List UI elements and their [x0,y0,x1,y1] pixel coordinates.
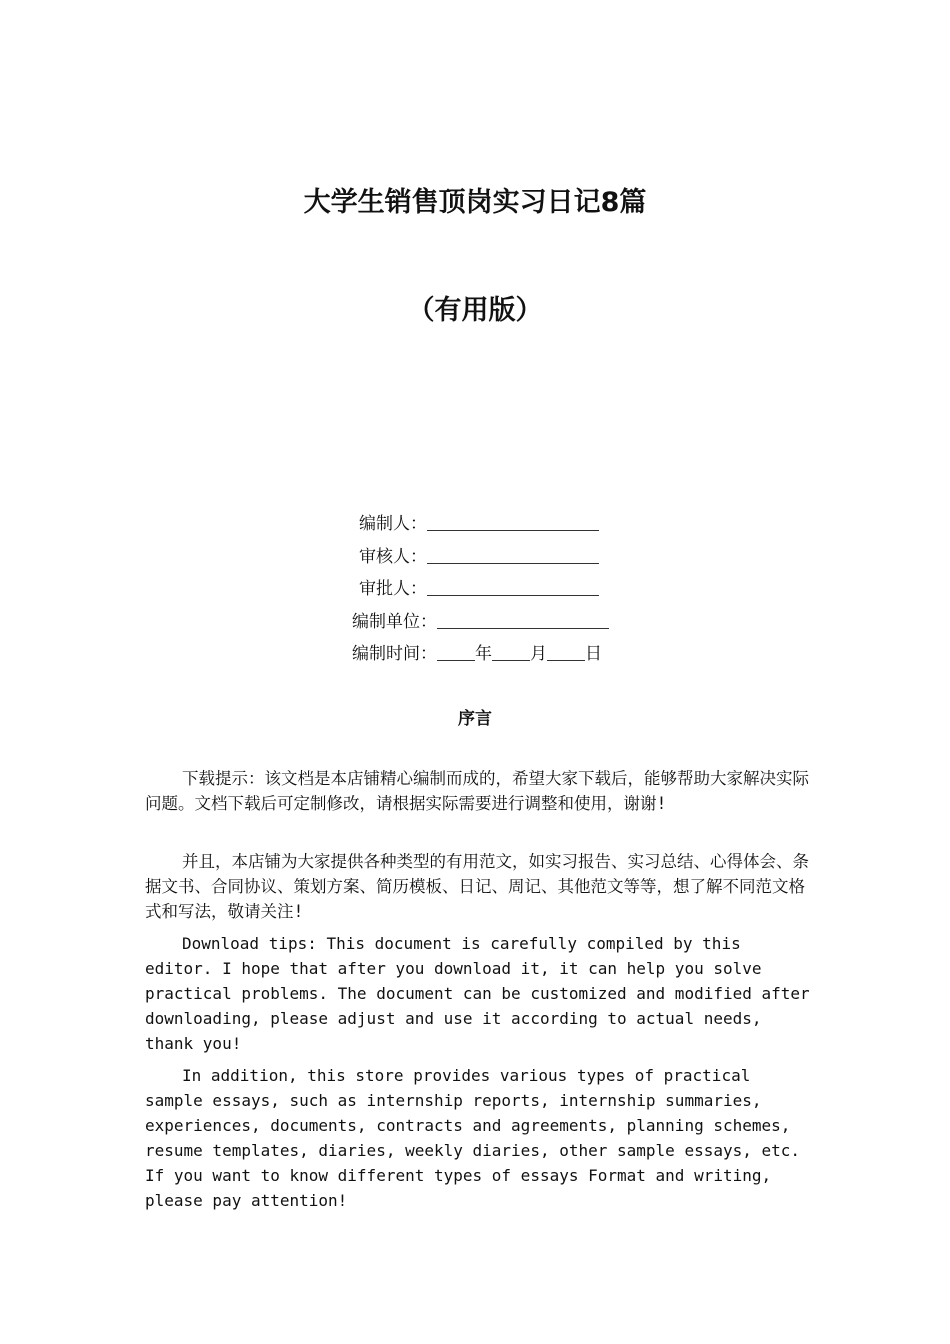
approver-row [330,573,650,606]
time-label: 编制时间： [352,644,437,664]
compiler-row [330,508,650,541]
paragraph-download-tips-zh: 下载提示：该文档是本店铺精心编制而成的，希望大家下载后，能够帮助大家解决实际问题。文档下载后可定制修改，请根据实际需要进行调整和使用，谢谢! [145,769,809,813]
unit-row [330,606,650,639]
approver-label: 审批人： [359,579,427,599]
year-label: 年 [475,644,492,664]
document-title: 大学生销售顶岗实习日记8篇 [303,187,647,218]
reviewer-blank [427,545,599,564]
compiler-blank [427,512,599,531]
reviewer-row [330,541,650,574]
unit-label: 编制单位： [352,611,437,632]
approval-form [330,508,650,671]
paragraph-download-tips-en: Download tips: This document is carefully compiled by this editor. I hope that after you download it, it can help you solve practical problems. The document can be customized and modified after downloading, please adjust and use it according to actual needs, thank you! [145,934,810,1053]
paragraph-addition-zh: 并且，本店铺为大家提供各种类型的有用范文，如实习报告、实习总结、心得体会、条据文书、合同协议、策划方案、简历模板、日记、周记、其他范文等等，想了解不同范文格式和写法，敬请关注! [145,852,809,921]
month-blank [492,642,530,661]
compiler-label: 编制人： [359,514,427,534]
approver-blank [427,577,599,596]
year-blank [437,642,475,661]
day-blank [547,642,585,661]
preface-title: 序言 [458,709,492,729]
unit-blank [437,610,609,629]
reviewer-label: 审核人： [359,546,427,567]
month-label: 月 [530,644,547,664]
day-label: 日 [585,644,602,664]
time-row [330,638,650,671]
paragraph-addition-en: In addition, this store provides various types of practical sample essays, such as internship reports, internship summaries, experiences, documents, contracts and agreements, planning schemes, resume templates, diaries, weekly diaries, other sample essays, etc. If you want to know different types of essays Format and writing, please pay attention! [145,1066,801,1210]
document-subtitle: （有用版） [407,295,543,326]
